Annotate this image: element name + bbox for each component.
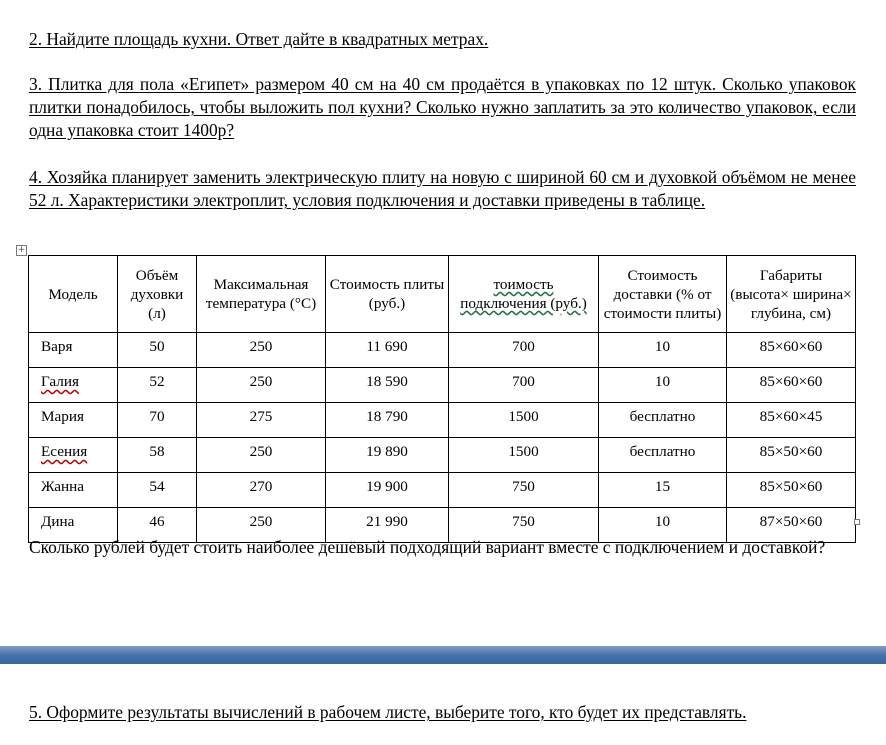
page-break-band (0, 646, 886, 664)
header-dimensions: Габариты (высота× ширина× глубина, см) (727, 256, 856, 333)
cell-model: Есения (29, 438, 118, 473)
cell-model: Мария (29, 403, 118, 438)
cell-dimensions: 85×60×60 (727, 368, 856, 403)
table-header-row (29, 256, 856, 333)
cell-connection-price: 750 (449, 473, 599, 508)
header-oven-volume: Объём духовки (л) (118, 256, 197, 333)
cell-model: Галия (29, 368, 118, 403)
header-stove-price: Стоимость плиты (руб.) (326, 256, 449, 333)
cell-connection-price: 1500 (449, 438, 599, 473)
cell-max-temperature: 250 (197, 368, 326, 403)
cell-stove-price: 18 790 (326, 403, 449, 438)
cell-model: Дина (29, 508, 118, 543)
cell-max-temperature: 250 (197, 438, 326, 473)
cell-dimensions: 85×60×45 (727, 403, 856, 438)
cell-delivery-price: 15 (599, 473, 727, 508)
cell-connection-price: 750 (449, 508, 599, 543)
cell-stove-price: 19 890 (326, 438, 449, 473)
cell-stove-price: 19 900 (326, 473, 449, 508)
header-delivery-price: Стоимость доставки (% от стоимости плиты) (599, 256, 727, 333)
table-move-handle-icon[interactable]: + (17, 245, 26, 255)
cell-connection-price: 700 (449, 368, 599, 403)
table-resize-handle[interactable] (854, 519, 860, 525)
cell-oven-volume: 54 (118, 473, 197, 508)
table-row (29, 403, 856, 438)
stoves-table (28, 255, 856, 543)
question-text: Сколько рублей будет стоить наиболее дешёвый подходящий вариант вместе с подключением и доставкой? (29, 537, 826, 557)
cell-max-temperature: 275 (197, 403, 326, 438)
cell-oven-volume: 50 (118, 333, 197, 368)
table-row (29, 333, 856, 368)
cell-dimensions: 85×60×60 (727, 333, 856, 368)
cell-oven-volume: 70 (118, 403, 197, 438)
previous-line-underline (29, 0, 856, 1)
cell-stove-price: 11 690 (326, 333, 449, 368)
cell-oven-volume: 46 (118, 508, 197, 543)
cell-delivery-price: 10 (599, 333, 727, 368)
cell-delivery-price: бесплатно (599, 438, 727, 473)
task-2-text: 2. Найдите площадь кухни. Ответ дайте в квадратных метрах. (29, 29, 489, 49)
cell-delivery-price: бесплатно (599, 403, 727, 438)
cell-max-temperature: 270 (197, 473, 326, 508)
header-max-temperature: Максимальная температура (°С) (197, 256, 326, 333)
table-row (29, 473, 856, 508)
cell-dimensions: 87×50×60 (727, 508, 856, 543)
cell-connection-price: 700 (449, 333, 599, 368)
cell-delivery-price: 10 (599, 508, 727, 543)
cell-stove-price: 21 990 (326, 508, 449, 543)
header-model: Модель (29, 256, 118, 333)
cell-oven-volume: 58 (118, 438, 197, 473)
cell-dimensions: 85×50×60 (727, 438, 856, 473)
cell-dimensions: 85×50×60 (727, 473, 856, 508)
cell-oven-volume: 52 (118, 368, 197, 403)
cell-connection-price: 1500 (449, 403, 599, 438)
table-row (29, 368, 856, 403)
cell-model: Жанна (29, 473, 118, 508)
cell-max-temperature: 250 (197, 508, 326, 543)
cell-model: Варя (29, 333, 118, 368)
header-connection-price: тоимость подключения (руб.) (449, 256, 599, 333)
cell-delivery-price: 10 (599, 368, 727, 403)
task-3-text: 3. Плитка для пола «Египет» размером 40 см на 40 см продаётся в упаковках по 12 штук. Сколько упаковок плитки понадобилось, чтобы выложить пол кухни? Сколько нужно заплатить за это количество упаковок, если одна упаковка стоит 1400р? (29, 74, 856, 140)
cell-max-temperature: 250 (197, 333, 326, 368)
cell-stove-price: 18 590 (326, 368, 449, 403)
task-5-text: 5. Оформите результаты вычислений в рабочем листе, выберите того, кто будет их представлять. (29, 702, 747, 722)
task-4-text: 4. Хозяйка планирует заменить электрическую плиту на новую с шириной 60 см и духовкой объёмом не менее 52 л. Характеристики электроплит, условия подключения и доставки приведены в таблице. (29, 167, 856, 210)
table-row (29, 438, 856, 473)
